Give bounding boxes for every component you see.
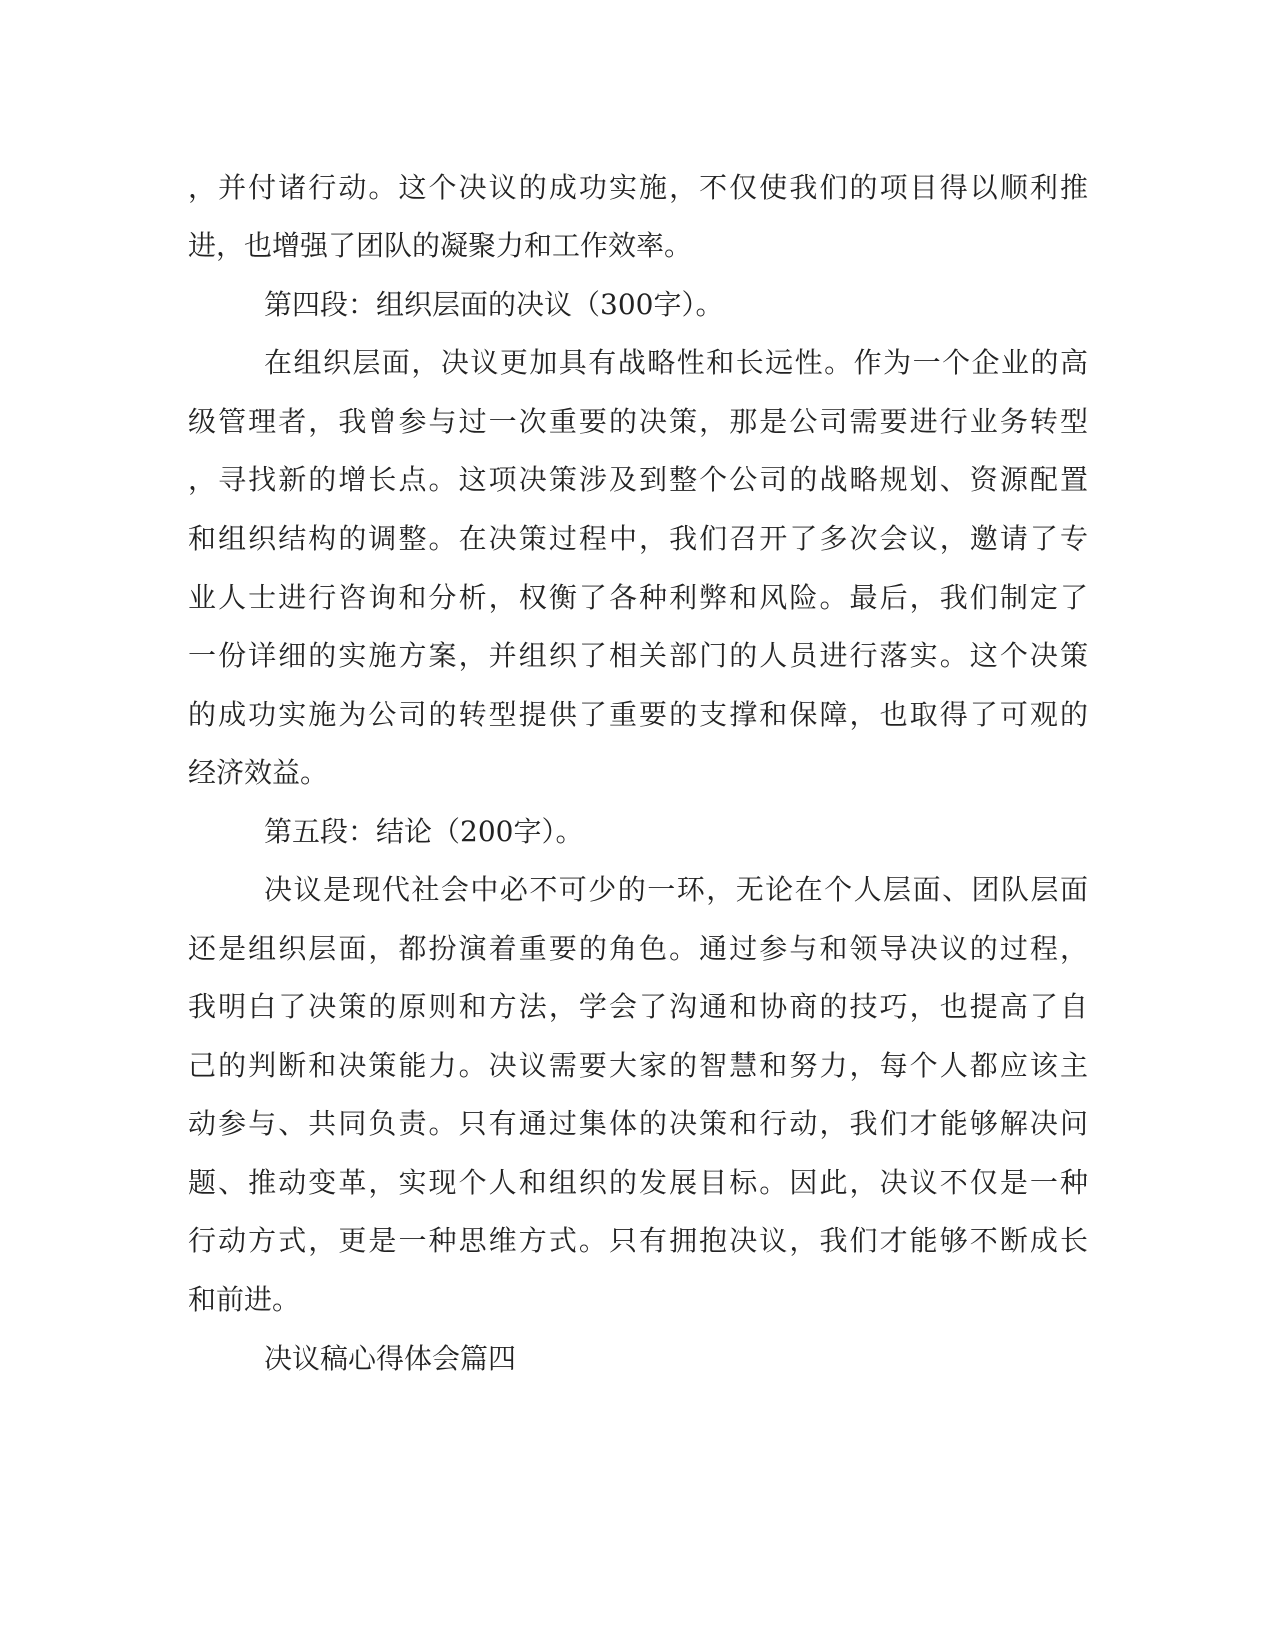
text-line: ，寻找新的增长点。这项决策涉及到整个公司的战略规划、资源配置 [188,463,1088,496]
text-line: 经济效益。 [188,756,329,789]
text-line: 还是组织层面，都扮演着重要的角色。通过参与和领导决议的过程， [188,932,1088,965]
text-line: 和组织结构的调整。在决策过程中，我们召开了多次会议，邀请了专 [188,522,1088,555]
text-line: 己的判断和决策能力。决议需要大家的智慧和努力，每个人都应该主 [188,1049,1088,1082]
text-line: 题、推动变革，实现个人和组织的发展目标。因此，决议不仅是一种 [188,1166,1088,1199]
text-line: 业人士进行咨询和分析，权衡了各种利弊和风险。最后，我们制定了 [188,581,1088,614]
text-line: 我明白了决策的原则和方法，学会了沟通和协商的技巧，也提高了自 [188,990,1088,1023]
text-line: 和前进。 [188,1283,301,1316]
text-line: 动参与、共同负责。只有通过集体的决策和行动，我们才能够解决问 [188,1107,1088,1140]
text-line: 进，也增强了团队的凝聚力和工作效率。 [188,229,693,262]
section-heading: 第五段：结论（200字）。 [264,815,584,848]
text-line: 的成功实施为公司的转型提供了重要的支撑和保障，也取得了可观的 [188,698,1088,731]
section-heading: 第四段：组织层面的决议（300字）。 [264,288,724,321]
section-heading: 决议稿心得体会篇四 [264,1342,517,1375]
text-line: 级管理者，我曾参与过一次重要的决策，那是公司需要进行业务转型 [188,405,1088,438]
text-line: 行动方式，更是一种思维方式。只有拥抱决议，我们才能够不断成长 [188,1224,1088,1257]
text-line: 一份详细的实施方案，并组织了相关部门的人员进行落实。这个决策 [188,639,1088,672]
text-line: 在组织层面，决议更加具有战略性和长远性。作为一个企业的高 [264,346,1088,379]
text-line: 决议是现代社会中必不可少的一环，无论在个人层面、团队层面 [264,873,1088,906]
text-line: ，并付诸行动。这个决议的成功实施，不仅使我们的项目得以顺利推 [188,171,1088,204]
